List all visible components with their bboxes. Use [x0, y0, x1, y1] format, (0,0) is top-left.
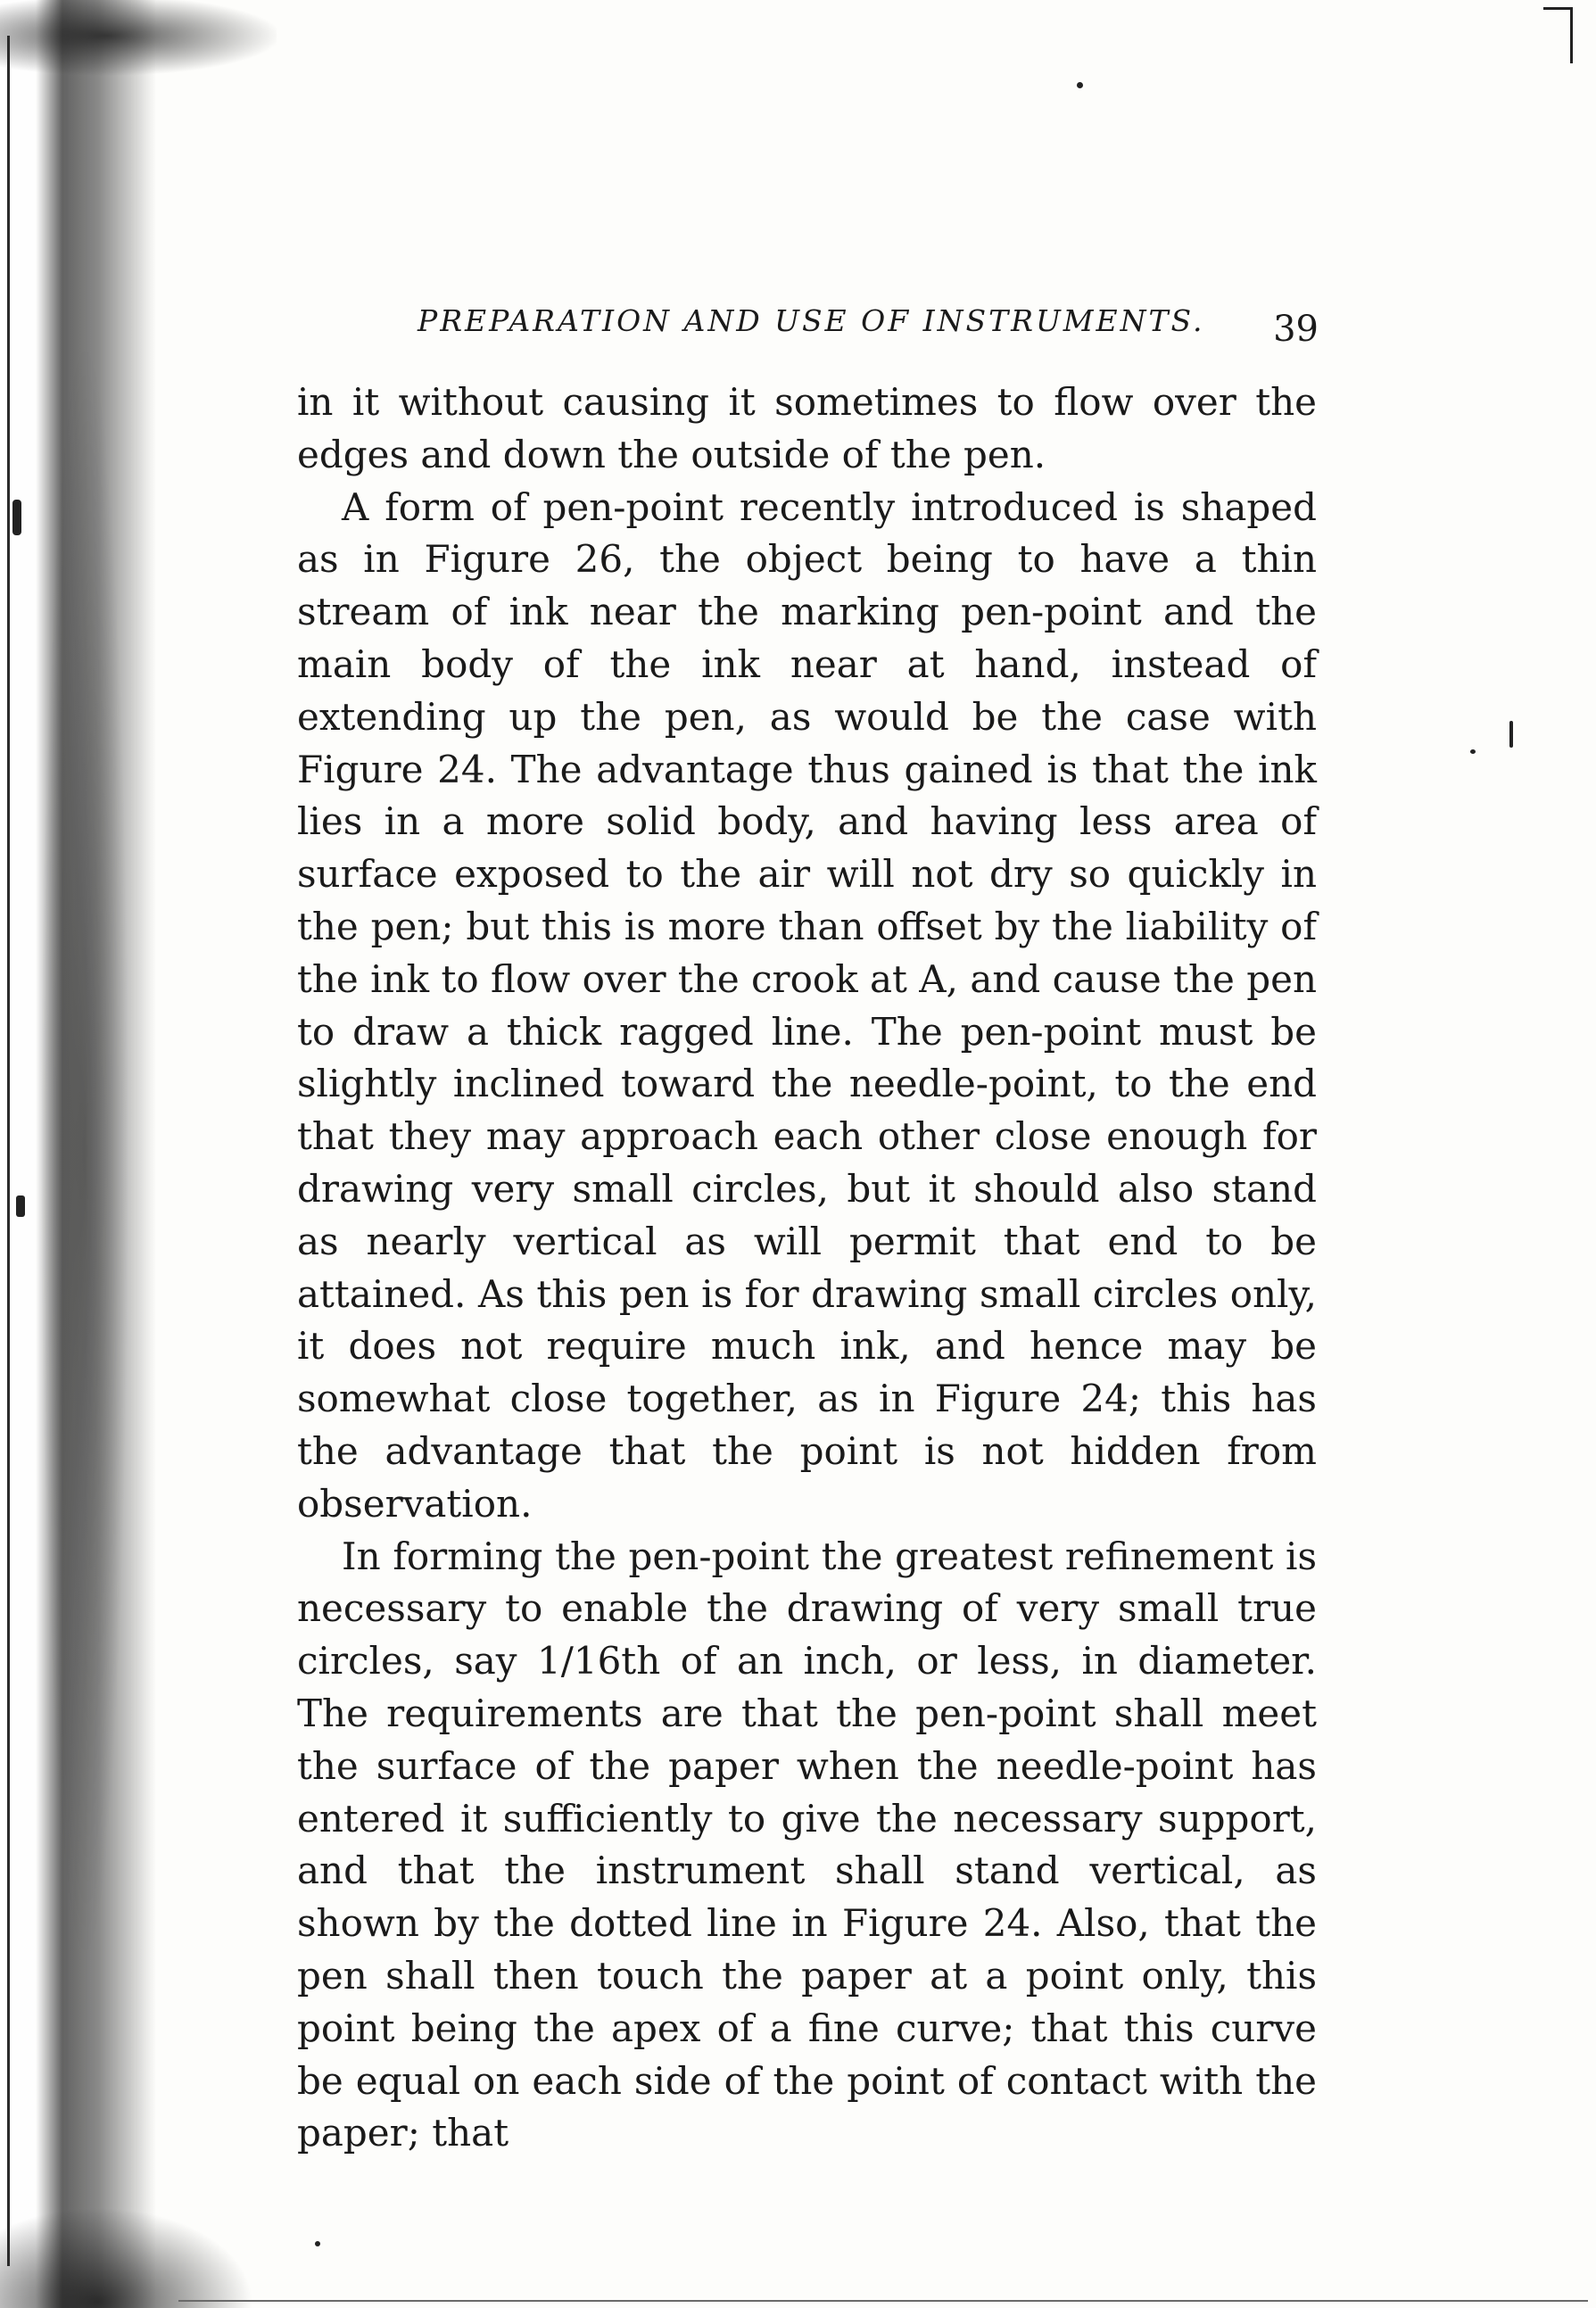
paragraph: In forming the pen-point the greatest refinement is necessary to enable the drawing of very small true circles, say 1/16th of an inch, or less, in diameter. The requirements are that the pen-point shall meet the surface of the paper when the needle-point has entered it sufficiently to give the necessary support, and that the instrument shall stand vertical, as shown by the dotted line in Figure 24. Also, that the pen shall then touch the paper at a point only, this point being the apex of a fine curve; that this curve be equal on each side of the point of contact with the paper; that: [297, 1534, 1317, 2155]
binding-gutter-shadow: [0, 0, 156, 2308]
scan-speck: [16, 1195, 25, 1217]
scan-speck: [1509, 721, 1513, 748]
scan-speck: [1077, 82, 1083, 88]
paragraph: A form of pen-point recently introduced is shaped as in Figure 26, the object being to have a thin stream of ink near the marking pen-point and the main body of the ink near at hand, instead of extending up the pen, as would be the case with Figure 24. The advantage thus gained is that the ink lies in a more solid body, and having less area of surface exposed to the air will not dry so quickly in the pen; but this is more than offset by the liability of the ink to flow over the crook at A, and cause the pen to draw a thick ragged line. The pen-point must be slightly inclined toward the needle-point, to the end that they may approach each other close enough for drawing very small circles, but it should also stand as nearly vertical as will permit that end to be attained. As this pen is for drawing small circles only, it does not require much ink, and hence may be somewhat close together, as in Figure 24; this has the advantage that the point is not hidden from observation.: [297, 484, 1317, 1526]
scan-speck: [315, 2241, 320, 2246]
paragraph: in it without causing it sometimes to flow over the edges and down the outside of the pen.: [297, 380, 1317, 476]
page-bottom-edge: [178, 2300, 1588, 2302]
running-title: PREPARATION AND USE OF INSTRUMENTS.: [418, 303, 1205, 338]
gutter-bottom-shadow: [0, 2123, 285, 2308]
gutter-top-shadow: [0, 0, 277, 98]
scan-speck: [12, 500, 21, 535]
body-text: [297, 376, 1317, 2160]
running-header: [418, 303, 1319, 348]
page-edge-line: [7, 36, 10, 2266]
page-number: 39: [1273, 309, 1319, 350]
corner-mark: [1543, 7, 1573, 63]
scan-speck: [1470, 749, 1476, 754]
